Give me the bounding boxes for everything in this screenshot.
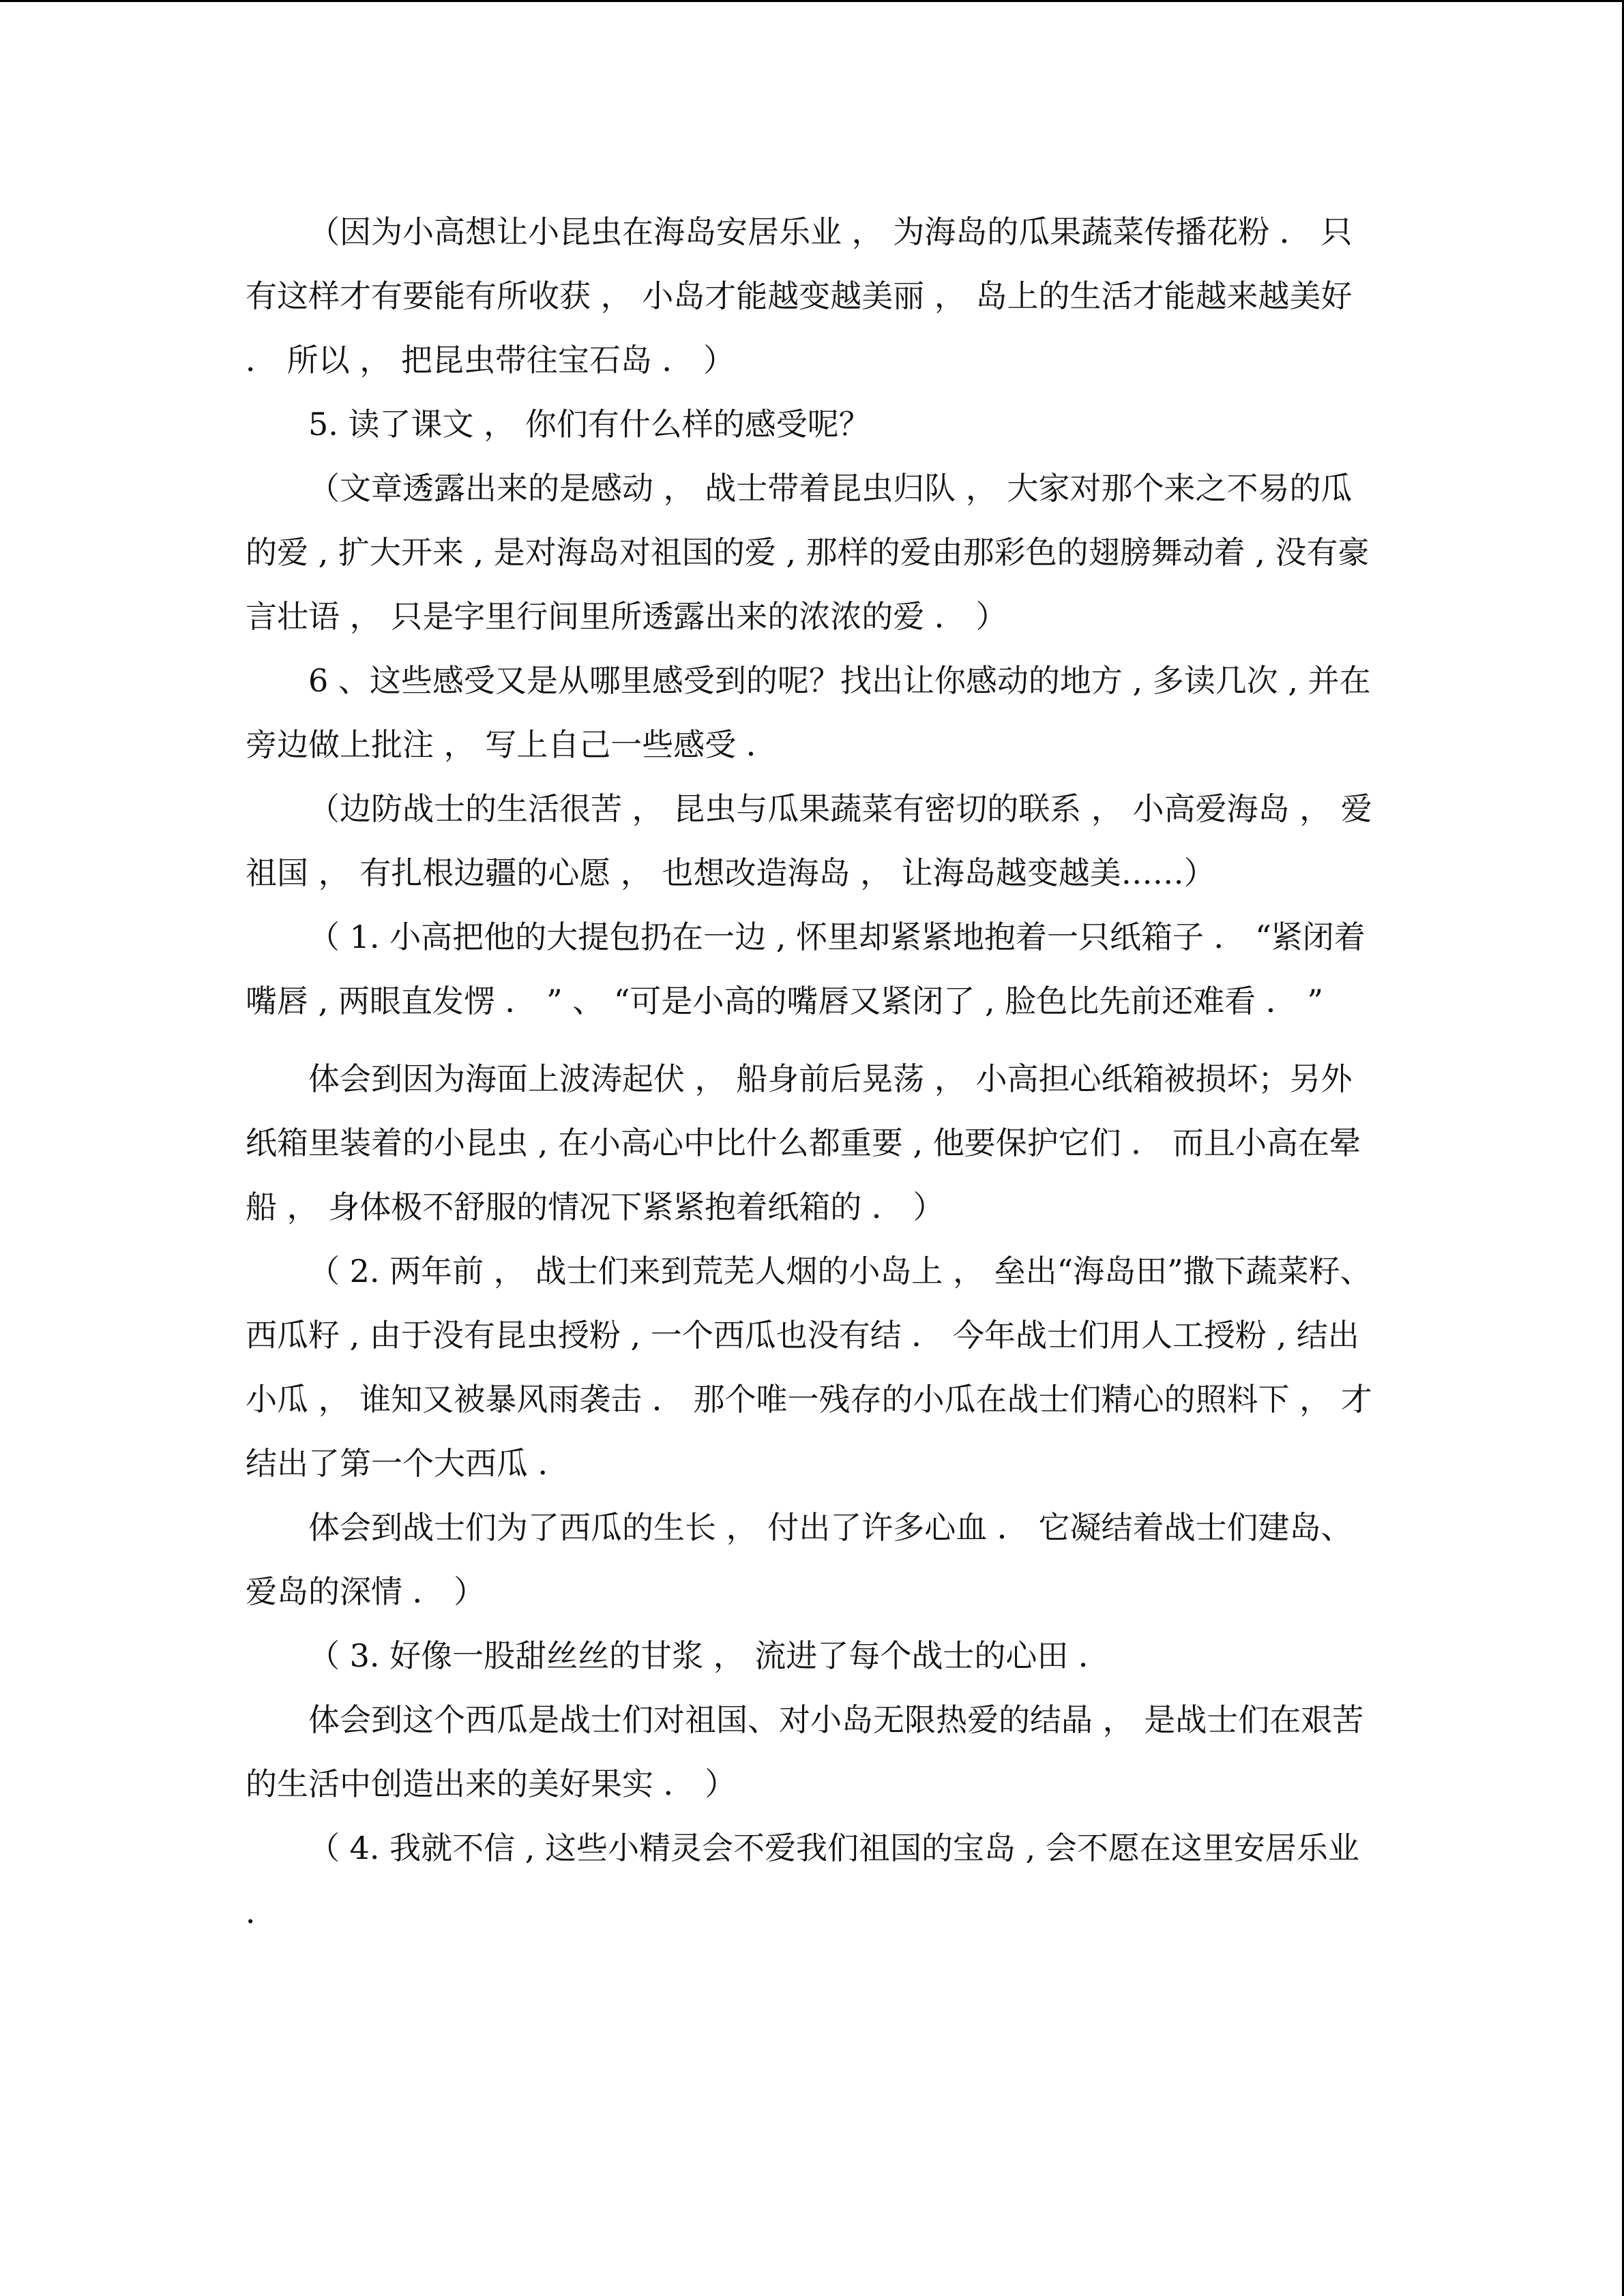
paragraph-8: （ 2. 两年前 ， 战士们来到荒芜人烟的小岛上 ， 垒出“海岛田”撒下蔬菜籽、西瓜籽 , 由于没有昆虫授粉 , 一个西瓜也没有结 ． 今年战士们用人工授粉 , 结出小瓜 ， 谁知又被暴风雨袭击 ． 那个唯一残存的小瓜在战士们精心的照料下 ， 才结出了第一个大西瓜 ． [246, 1253, 1372, 1482]
paragraph-3: （文章透露出来的是感动 ， 战士带着昆虫归队 ， 大家对那个来之不易的瓜的爱 , 扩大开来 , 是对海岛对祖国的爱 , 那样的爱由那彩色的翅膀舞动着 , 没有豪言壮语 ， 只是字里行间里所透露出来的浓浓的爱 ． ） [246, 470, 1370, 635]
paragraph-4: 6 、这些感受又是从哪里感受到的呢？找出让你感动的地方 , 多读几次 , 并在旁边做上批注 ， 写上自己一些感受 ． [246, 662, 1371, 763]
paragraph-10: （ 3. 好像一股甜丝丝的甘浆 ， 流进了每个战士的心田 ． [308, 1637, 1110, 1674]
paragraph-9: 体会到战士们为了西瓜的生长 ， 付出了许多心血 ． 它凝结着战士们建岛、爱岛的深情 ． ） [246, 1509, 1353, 1610]
document-body [246, 200, 1381, 1944]
paragraph-12: （ 4. 我就不信 , 这些小精灵会不爱我们祖国的宝岛 , 会不愿在这里安居乐业 ． [246, 1830, 1370, 1930]
paragraph-1: （因为小高想让小昆虫在海岛安居乐业 ， 为海岛的瓜果蔬菜传播花粉 ． 只有这样才有要能有所收获 ， 小岛才能越变越美丽 ， 岛上的生活才能越来越美好 ． 所以 ， 把昆虫带往宝石岛 ． ） [246, 213, 1363, 378]
paragraph-7: 体会到因为海面上波涛起伏 ， 船身前后晃荡 ， 小高担心纸箱被损坏；另外纸箱里装着的小昆虫 , 在小高心中比什么都重要 , 他要保护它们 ． 而且小高在晕船 ， 身体极不舒服的情况下紧紧抱着纸箱的 ． ） [246, 1060, 1361, 1225]
paragraph-11: 体会到这个西瓜是战士们对祖国、对小岛无限热爱的结晶 ， 是战士们在艰苦的生活中创造出来的美好果实 ． ） [246, 1701, 1364, 1802]
paragraph-6: （ 1. 小高把他的大提包扔在一边 , 怀里却紧紧地抱着一只纸箱子 ． “紧闭着嘴唇 , 两眼直发愣 ． ” 、 “可是小高的嘴唇又紧闭了 , 脸色比先前还难看 ． ” [246, 919, 1365, 1019]
paragraph-5: （边防战士的生活很苦 ， 昆虫与瓜果蔬菜有密切的联系 ， 小高爱海岛 ， 爱祖国 ， 有扎根边疆的心愿 ， 也想改造海岛 ， 让海岛越变越美……） [246, 790, 1372, 891]
paragraph-2: 5. 读了课文 ， 你们有什么样的感受呢？ [308, 406, 870, 443]
